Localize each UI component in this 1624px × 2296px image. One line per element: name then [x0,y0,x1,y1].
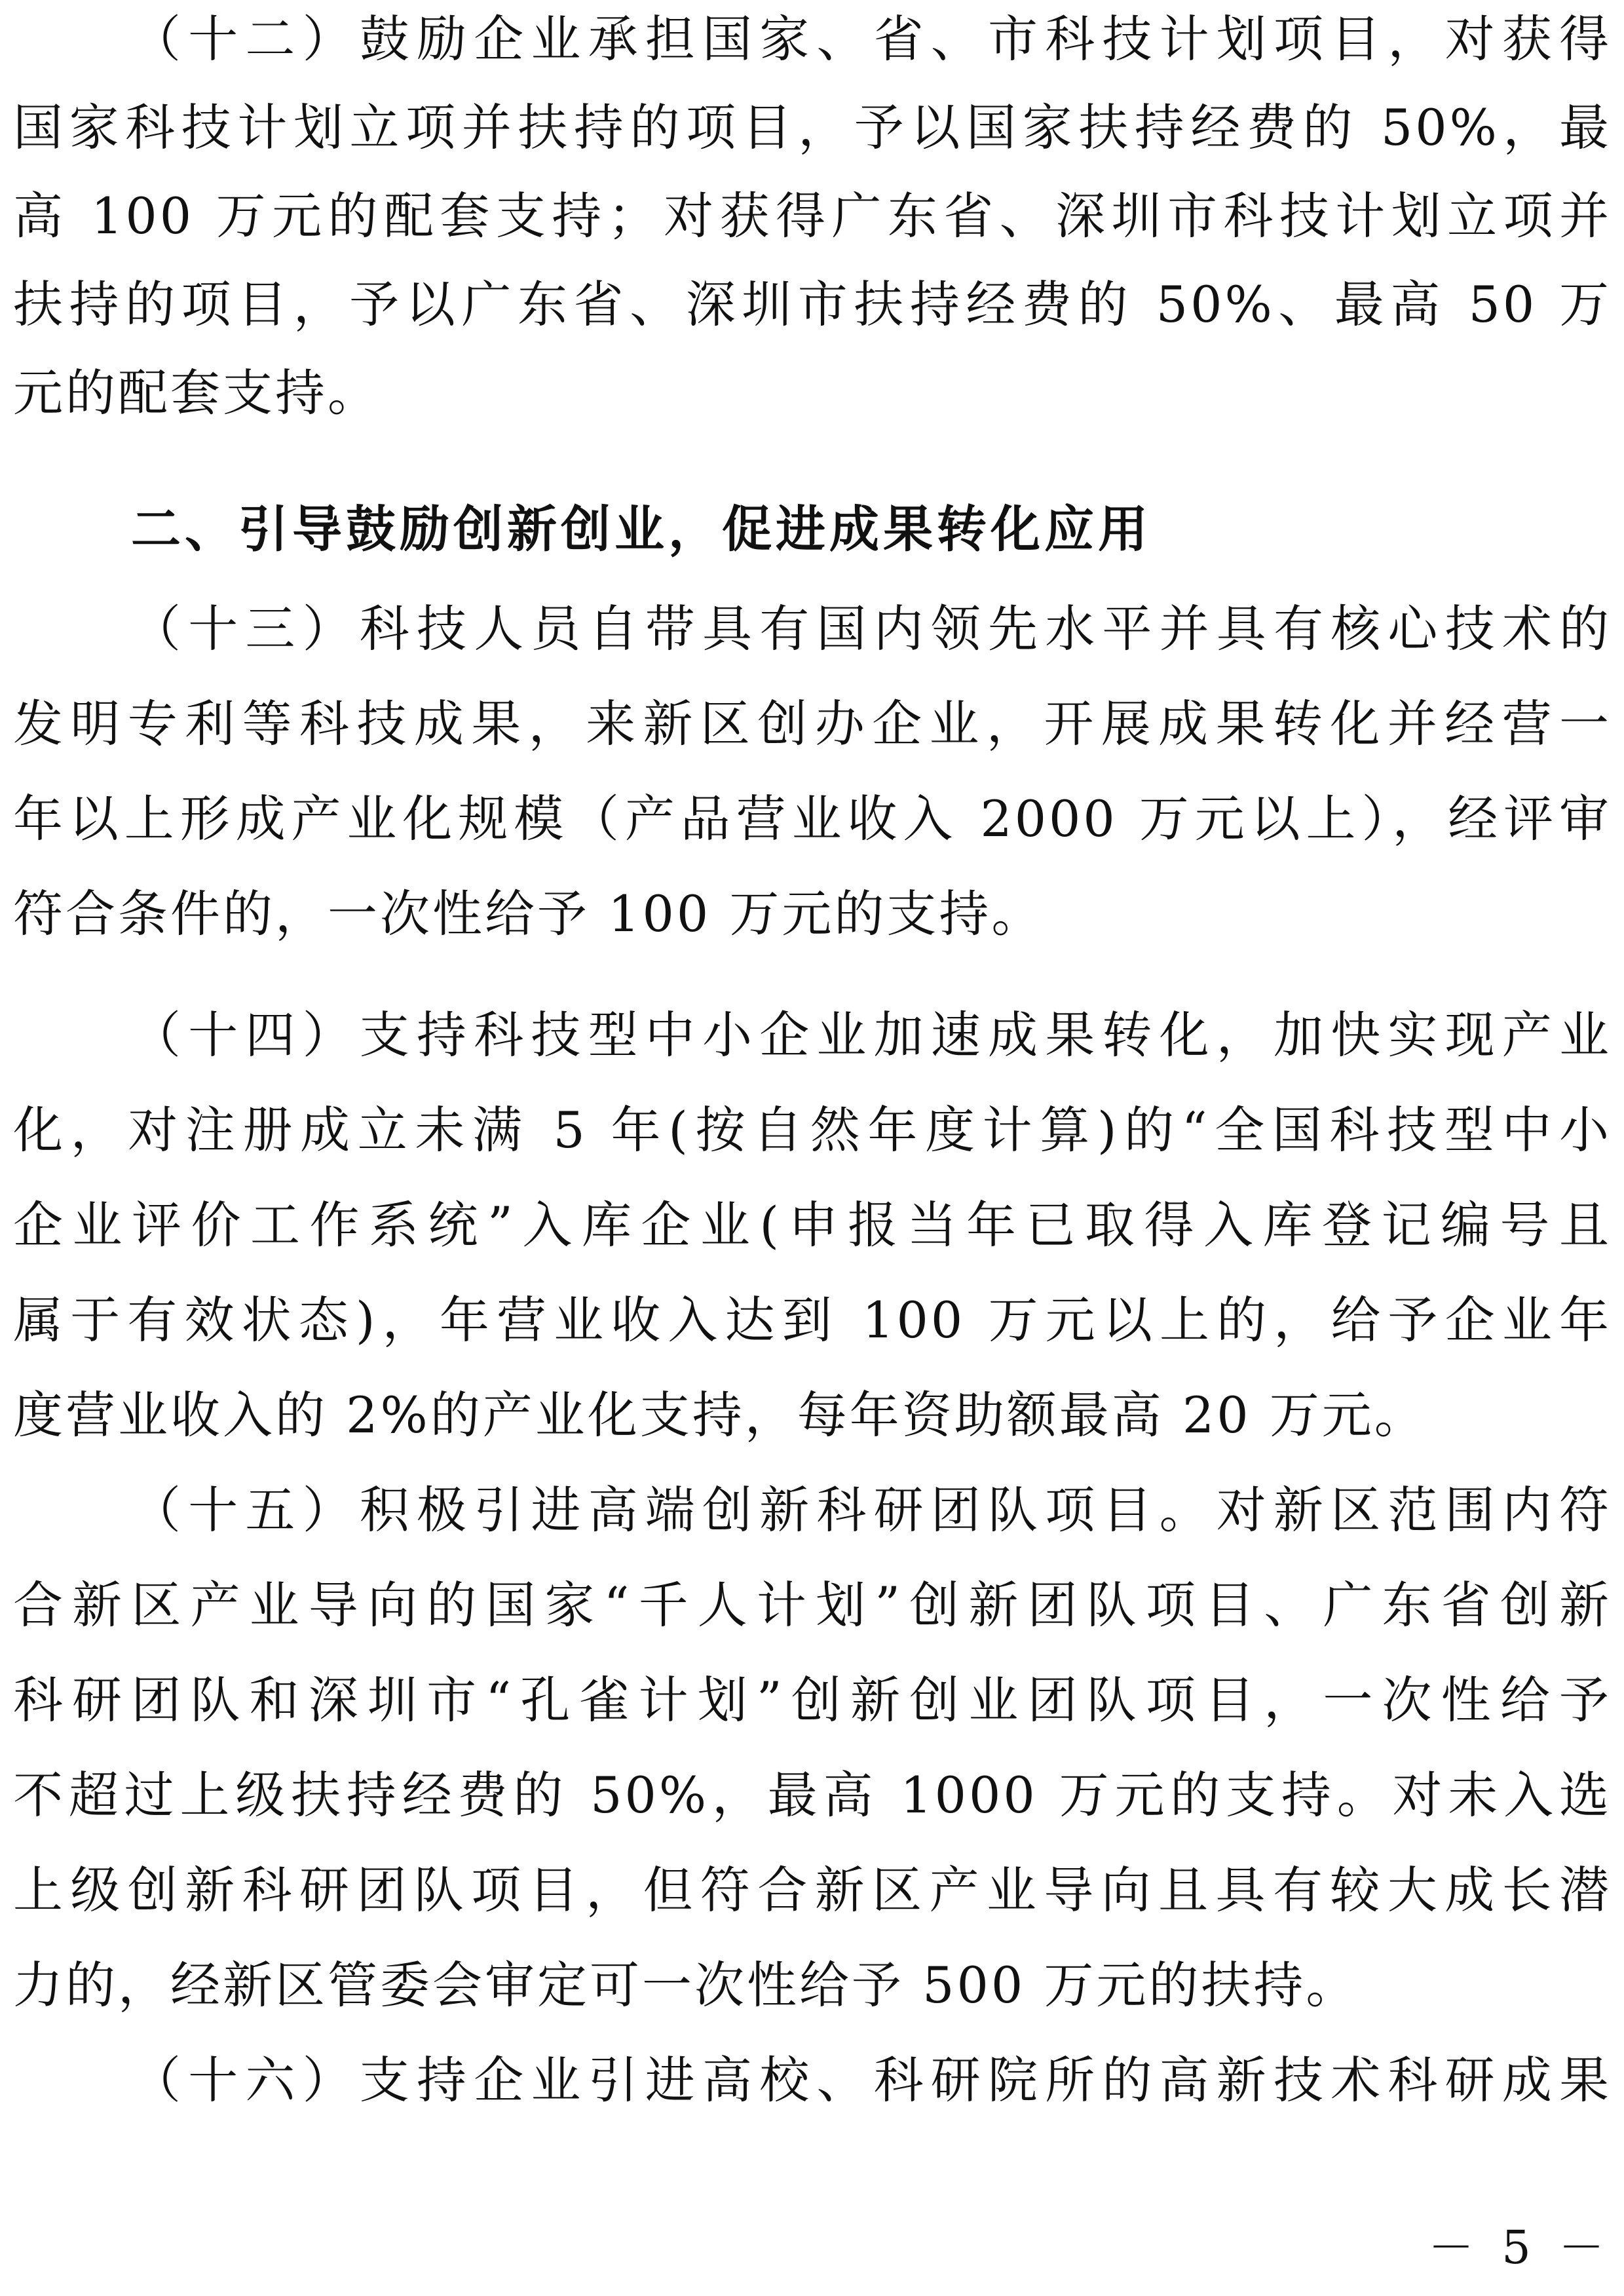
paragraph-13-line-3: 年以上形成产业化规模（产品营业收入 2000 万元以上），经评审 [13,790,1612,848]
paragraph-12-line-5: 元的配套支持。 [13,364,380,422]
paragraph-12-line-2: 国家科技计划立项并扶持的项目，予以国家扶持经费的 50%，最 [13,98,1612,157]
paragraph-16-line-1: （十六）支持企业引进高校、科研院所的高新技术科研成果 [131,2051,1612,2109]
paragraph-14-line-4: 属于有效状态)，年营业收入达到 100 万元以上的，给予企业年 [13,1291,1612,1349]
paragraph-13-line-1: （十三）科技人员自带具有国内领先水平并具有核心技术的 [131,600,1612,658]
paragraph-15-line-2: 合新区产业导向的国家“千人计划”创新团队项目、广东省创新 [13,1576,1612,1634]
paragraph-15-line-1: （十五）积极引进高端创新科研团队项目。对新区范围内符 [131,1481,1612,1539]
paragraph-14-line-3: 企业评价工作系统”入库企业(申报当年已取得入库登记编号且 [13,1196,1612,1254]
paragraph-15-line-6: 力的，经新区管委会审定可一次性给予 500 万元的扶持。 [13,1956,1359,2014]
paragraph-14-line-2: 化，对注册成立未满 5 年(按自然年度计算)的“全国科技型中小 [13,1101,1612,1159]
paragraph-13-line-4: 符合条件的，一次性给予 100 万元的支持。 [13,885,1044,943]
paragraph-12-line-3: 高 100 万元的配套支持；对获得广东省、深圳市科技计划立项并 [13,187,1612,245]
paragraph-12-line-1: （十二）鼓励企业承担国家、省、市科技计划项目，对获得 [131,10,1612,68]
paragraph-14-line-5: 度营业收入的 2%的产业化支持，每年资助额最高 20 万元。 [13,1386,1427,1444]
section-heading: 二、引导鼓励创新创业，促进成果转化应用 [131,500,1152,558]
paragraph-13-line-2: 发明专利等科技成果，来新区创办企业，开展成果转化并经营一 [13,695,1612,753]
paragraph-15-line-3: 科研团队和深圳市“孔雀计划”创新创业团队项目，一次性给予 [13,1671,1612,1729]
paragraph-15-line-4: 不超过上级扶持经费的 50%，最高 1000 万元的支持。对未入选 [13,1766,1612,1824]
page-number: － 5 － [1427,2221,1611,2274]
paragraph-12-line-4: 扶持的项目，予以广东省、深圳市扶持经费的 50%、最高 50 万 [13,275,1612,334]
paragraph-15-line-5: 上级创新科研团队项目，但符合新区产业导向且具有较大成长潜 [13,1861,1612,1919]
paragraph-14-line-1: （十四）支持科技型中小企业加速成果转化，加快实现产业 [131,1006,1612,1064]
